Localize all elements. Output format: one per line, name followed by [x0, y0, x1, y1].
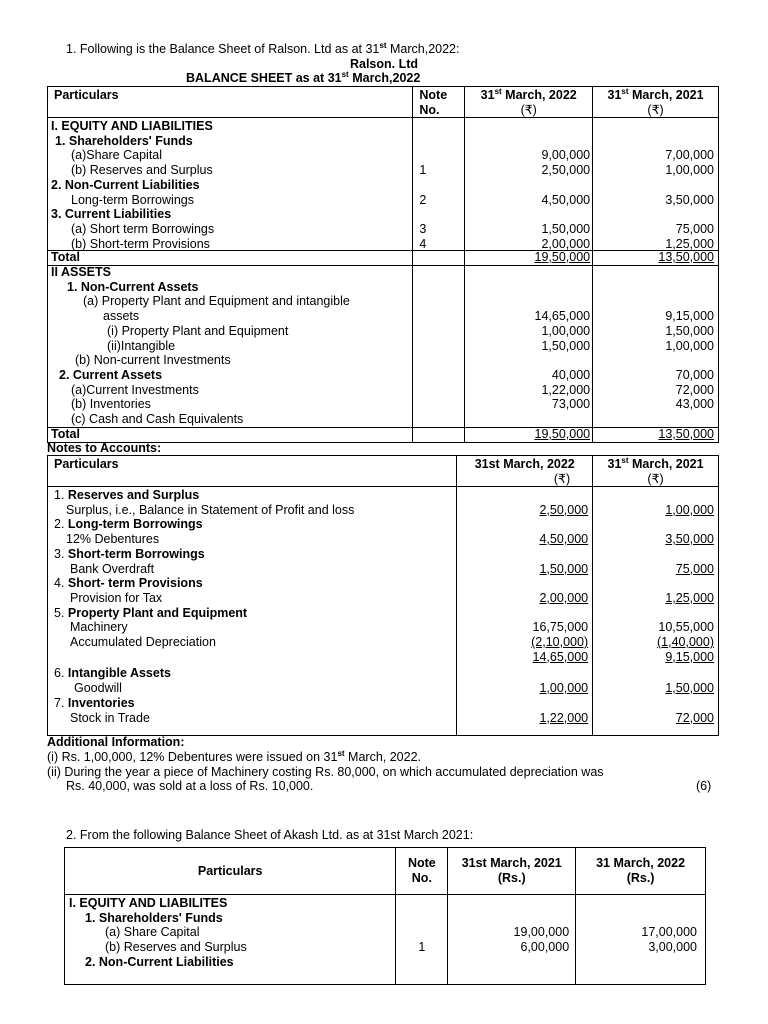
equity-row-note: 4 [419, 236, 427, 251]
header-particulars [48, 87, 413, 118]
note-heading-label: Intangible Assets [67, 666, 171, 681]
asset-row-2021: 70,000 [675, 367, 714, 382]
nh2021-suffix: March, 2021 [628, 457, 704, 471]
header-note-text: Note [419, 88, 448, 102]
q2-row-label: 1. Shareholders' Funds [85, 910, 223, 925]
notes-header-particulars-text: Particulars [54, 457, 119, 471]
additional-heading [47, 735, 184, 750]
q2-row-c1: 6,00,000 [520, 940, 570, 955]
total2-2022: 19,50,000 [534, 427, 591, 441]
notes-2021 [593, 487, 719, 736]
equity-row-label: (b) Short-term Provisions [71, 236, 210, 251]
note-heading [54, 488, 199, 503]
asset-row-2022: 1,22,000 [541, 382, 591, 397]
q2-header-c2-date: 31 March, 2022 [596, 856, 686, 870]
total2-2021: 13,50,000 [658, 427, 714, 441]
h2021-suffix: March, 2021 [628, 88, 704, 102]
notes-h2021-date [593, 456, 718, 472]
note-item-2021: 1,25,000 [665, 590, 714, 605]
q2-particulars [65, 895, 396, 985]
h2022-suffix: March, 2022 [501, 88, 577, 102]
notes-h2022-date: 31st March, 2022 [474, 457, 575, 471]
q2-c2 [576, 895, 706, 985]
equity-row-note: 2 [419, 192, 427, 207]
total2-note-cell [413, 428, 465, 443]
note-heading [54, 547, 205, 562]
equity-row-note: 3 [419, 221, 427, 236]
equity-row-label: (b) Reserves and Surplus [71, 163, 213, 178]
assets-notes [413, 266, 465, 428]
q2-intro-text: 2. From the following Balance Sheet of Akash Ltd. as at 31st March 2021: [66, 828, 474, 842]
note-item-2021: 72,000 [675, 710, 714, 725]
q2-row-c1: 19,00,000 [513, 925, 570, 940]
q2-row-label: I. EQUITY AND LIABILITES [69, 896, 228, 910]
asset-row-2021: 1,00,000 [665, 338, 714, 353]
additional-1-sup: st [337, 749, 345, 758]
assets-section [48, 266, 719, 428]
note-item-2022: 2,00,000 [539, 590, 589, 605]
asset-row-2021: 1,50,000 [665, 323, 714, 338]
equity-section [48, 118, 719, 251]
note-item-2022: 4,50,000 [539, 532, 589, 547]
total2-2022-cell [465, 428, 593, 443]
total2-label: Total [51, 427, 80, 441]
note-item-2022: 1,22,000 [539, 710, 589, 725]
note-item-label: Goodwill [74, 681, 122, 696]
asset-row-2022: 40,000 [551, 367, 591, 382]
title-suffix: March,2022 [348, 71, 421, 85]
equity-row-2022: 2,50,000 [541, 163, 591, 178]
header-2022-date [465, 87, 592, 103]
company-name [0, 57, 768, 72]
header-particulars-text: Particulars [54, 88, 119, 102]
h2021-sup: st [621, 87, 629, 96]
equity-row-label: (a) Short term Borrowings [71, 221, 215, 236]
balance-sheet-title [186, 71, 420, 86]
asset-row-label: (c) Cash and Cash Equivalents [71, 412, 244, 426]
asset-row-label: II ASSETS [51, 265, 111, 279]
header-2021 [593, 87, 719, 118]
additional-info-2a [47, 765, 604, 780]
asset-row-2022: 14,65,000 [534, 309, 591, 324]
header-note [413, 87, 465, 118]
asset-row-label: (a) Property Plant and Equipment and intangible [83, 294, 350, 309]
q2-header-note [396, 848, 448, 895]
asset-row-label: 2. Current Assets [59, 367, 163, 382]
notes-particulars [48, 487, 457, 736]
notes-heading-text: Notes to Accounts: [47, 441, 162, 455]
asset-row-2021: 9,15,000 [665, 309, 714, 324]
total1-2021: 13,50,000 [658, 250, 714, 264]
notes-h2022-currency: (₹) [553, 472, 571, 486]
note-heading [54, 666, 171, 681]
note-item-label: Stock in Trade [70, 710, 150, 725]
marks-text: (6) [696, 779, 712, 793]
header-2021-currency: (₹) [647, 102, 664, 117]
note-heading-label: Long-term Borrowings [67, 517, 203, 532]
equity-row-label: 2. Non-Current Liabilities [51, 177, 200, 192]
q2-header-note-no: No. [411, 870, 432, 885]
note-heading [54, 606, 247, 621]
note-item-label: Provision for Tax [70, 590, 163, 605]
q1-intro-sup: st [379, 41, 387, 50]
asset-row-label: 1. Non-Current Assets [67, 279, 199, 294]
note-number: 2. [54, 517, 68, 532]
q2-row-c2: 3,00,000 [648, 940, 697, 955]
note-heading-label: Short-term Borrowings [67, 546, 205, 561]
equity-row-2022: 2,00,000 [541, 236, 591, 251]
h2022-sup: st [494, 87, 502, 96]
q2-balance-sheet-table [64, 847, 706, 985]
note-heading-label: Property Plant and Equipment [67, 605, 248, 620]
note-number: 3. [54, 546, 68, 561]
q2-header-note-text: Note [407, 856, 436, 870]
equity-row-2022: 9,00,000 [541, 148, 591, 163]
note-item-2021: 9,15,000 [665, 649, 714, 664]
asset-row-label: assets [103, 309, 140, 324]
note-item-label: Machinery [70, 620, 128, 635]
q2-row-label: (a) Share Capital [105, 925, 200, 940]
equity-row-2022: 4,50,000 [541, 192, 591, 207]
balance-sheet-table [47, 86, 719, 443]
notes-body [48, 487, 719, 736]
note-item-2022: 14,65,000 [532, 649, 589, 664]
q2-notes [396, 895, 448, 985]
notes-header-particulars [48, 456, 457, 487]
note-item-2021: 75,000 [675, 561, 714, 576]
note-item-label: Accumulated Depreciation [70, 635, 216, 649]
company-name-text: Ralson. Ltd [349, 57, 419, 71]
marks [696, 779, 711, 794]
assets-2021 [593, 266, 719, 428]
header-note-no: No. [419, 103, 440, 117]
asset-row-2021: 72,000 [675, 382, 714, 397]
notes-table [47, 455, 719, 736]
equity-row-label: 1. Shareholders' Funds [55, 133, 193, 148]
total1-label-cell [48, 251, 413, 266]
q2-header-c2-unit: (Rs.) [626, 870, 655, 885]
q2-row-note: 1 [418, 940, 426, 955]
note-item-2022: 16,75,000 [532, 620, 589, 635]
equity-row-label: (a)Share Capital [71, 148, 163, 163]
q2-row-label: 2. Non-Current Liabilities [85, 954, 234, 969]
equity-row-label: 3. Current Liabilities [51, 207, 172, 222]
total1-2021-cell [593, 251, 719, 266]
notes-h2021-currency: (₹) [647, 471, 664, 486]
note-heading [54, 696, 135, 711]
q2-row-c2: 17,00,000 [641, 925, 697, 940]
q2-header-particulars-text: Particulars [197, 864, 263, 878]
equity-row-note: 1 [419, 163, 427, 178]
note-item-2022: 2,50,000 [539, 502, 589, 517]
q2-header-c1 [448, 848, 576, 895]
note-item-2022: 1,00,000 [539, 681, 589, 696]
title-prefix: BALANCE SHEET as at 31 [186, 71, 342, 85]
additional-info-1 [47, 750, 421, 765]
total1-2022: 19,50,000 [534, 250, 591, 264]
additional-heading-text: Additional Information: [47, 735, 185, 749]
note-item-label: Surplus, i.e., Balance in Statement of Profit and loss [66, 502, 355, 517]
h2022-prefix: 31 [480, 88, 495, 102]
assets-particulars [48, 266, 413, 428]
note-heading-label: Short- term Provisions [67, 576, 203, 591]
equity-row-2021: 7,00,000 [665, 148, 714, 163]
note-item-2021: 3,50,000 [665, 532, 714, 547]
asset-row-2021: 43,000 [675, 397, 714, 412]
equity-row-2021: 3,50,000 [665, 192, 714, 207]
q2-header-c1-unit: (Rs.) [497, 870, 526, 885]
equity-row-2021: 1,25,000 [665, 236, 714, 251]
q1-intro-text: 1. Following is the Balance Sheet of Ralson. Ltd as at 31 [66, 42, 380, 56]
note-item-label: Bank Overdraft [70, 561, 155, 576]
q2-c1 [448, 895, 576, 985]
q1-intro [66, 42, 459, 57]
equity-2022 [465, 118, 593, 251]
additional-info-2b [66, 779, 313, 794]
note-heading [54, 576, 203, 591]
note-number: 7. [54, 695, 68, 710]
asset-row-2022: 1,50,000 [541, 338, 591, 353]
note-number: 1. [54, 488, 68, 502]
note-heading [54, 517, 203, 532]
assets-2022 [465, 266, 593, 428]
additional-1-suffix: March, 2022. [344, 750, 422, 764]
note-item-2021: 1,00,000 [665, 502, 714, 517]
header-2021-date [593, 87, 718, 103]
nh2021-sup: st [621, 456, 629, 465]
total1-label: Total [51, 250, 80, 264]
h2021-prefix: 31 [607, 88, 622, 102]
notes-2022 [457, 487, 593, 736]
asset-row-label: (b) Non-current Investments [75, 353, 231, 368]
notes-heading [47, 441, 161, 456]
asset-row-label: (i) Property Plant and Equipment [107, 323, 289, 338]
q2-header-c2 [576, 848, 706, 895]
note-item-2022: 1,50,000 [539, 561, 589, 576]
additional-1-prefix: (i) Rs. 1,00,000, 12% Debentures were issued on 31 [47, 750, 338, 764]
additional-2b-text: Rs. 40,000, was sold at a loss of Rs. 10,000. [66, 779, 314, 793]
equity-row-2021: 1,00,000 [665, 163, 714, 178]
asset-row-label: (b) Inventories [71, 397, 151, 412]
q2-header-particulars [65, 848, 396, 895]
note-item-2022: (2,10,000) [531, 635, 589, 649]
q2-row-label: (b) Reserves and Surplus [105, 940, 247, 955]
equity-2021 [593, 118, 719, 251]
nh2021-prefix: 31 [607, 457, 622, 471]
asset-row-2022: 1,00,000 [541, 323, 591, 338]
q2-header-c1-date: 31st March, 2021 [461, 856, 562, 870]
notes-header-2022 [457, 456, 593, 487]
asset-row-2022: 73,000 [551, 397, 591, 412]
note-number: 5. [54, 605, 68, 620]
note-number: 4. [54, 576, 68, 591]
notes-header-2021 [593, 456, 719, 487]
q2-intro [66, 828, 473, 843]
equity-row-2022: 1,50,000 [541, 221, 591, 236]
q2-body [65, 895, 706, 985]
q1-intro-suffix: March,2022: [386, 42, 460, 56]
total1-2022-cell [465, 251, 593, 266]
note-number: 6. [54, 666, 68, 681]
additional-2a-text: (ii) During the year a piece of Machinery costing Rs. 80,000, on which accumulated depreciation was [47, 765, 604, 779]
equity-row-label: Long-term Borrowings [71, 192, 194, 207]
note-item-2021: 1,50,000 [665, 681, 714, 696]
asset-row-label: (a)Current Investments [71, 382, 199, 397]
equity-row-label: I. EQUITY AND LIABILITIES [51, 119, 213, 133]
total-row-1 [48, 251, 719, 266]
note-heading-label: Reserves and Surplus [67, 488, 200, 502]
note-item-2021: (1,40,000) [657, 635, 714, 649]
header-2022 [465, 87, 593, 118]
total2-2021-cell [593, 428, 719, 443]
equity-particulars [48, 118, 413, 251]
equity-row-2021: 75,000 [675, 221, 714, 236]
total1-note-cell [413, 251, 465, 266]
equity-notes [413, 118, 465, 251]
note-item-2021: 10,55,000 [658, 620, 714, 635]
header-2022-currency: (₹) [520, 102, 537, 117]
asset-row-label: (ii)Intangible [107, 338, 176, 353]
note-item-label: 12% Debentures [66, 532, 160, 547]
note-heading-label: Inventories [67, 695, 135, 710]
title-sup: st [341, 70, 349, 79]
